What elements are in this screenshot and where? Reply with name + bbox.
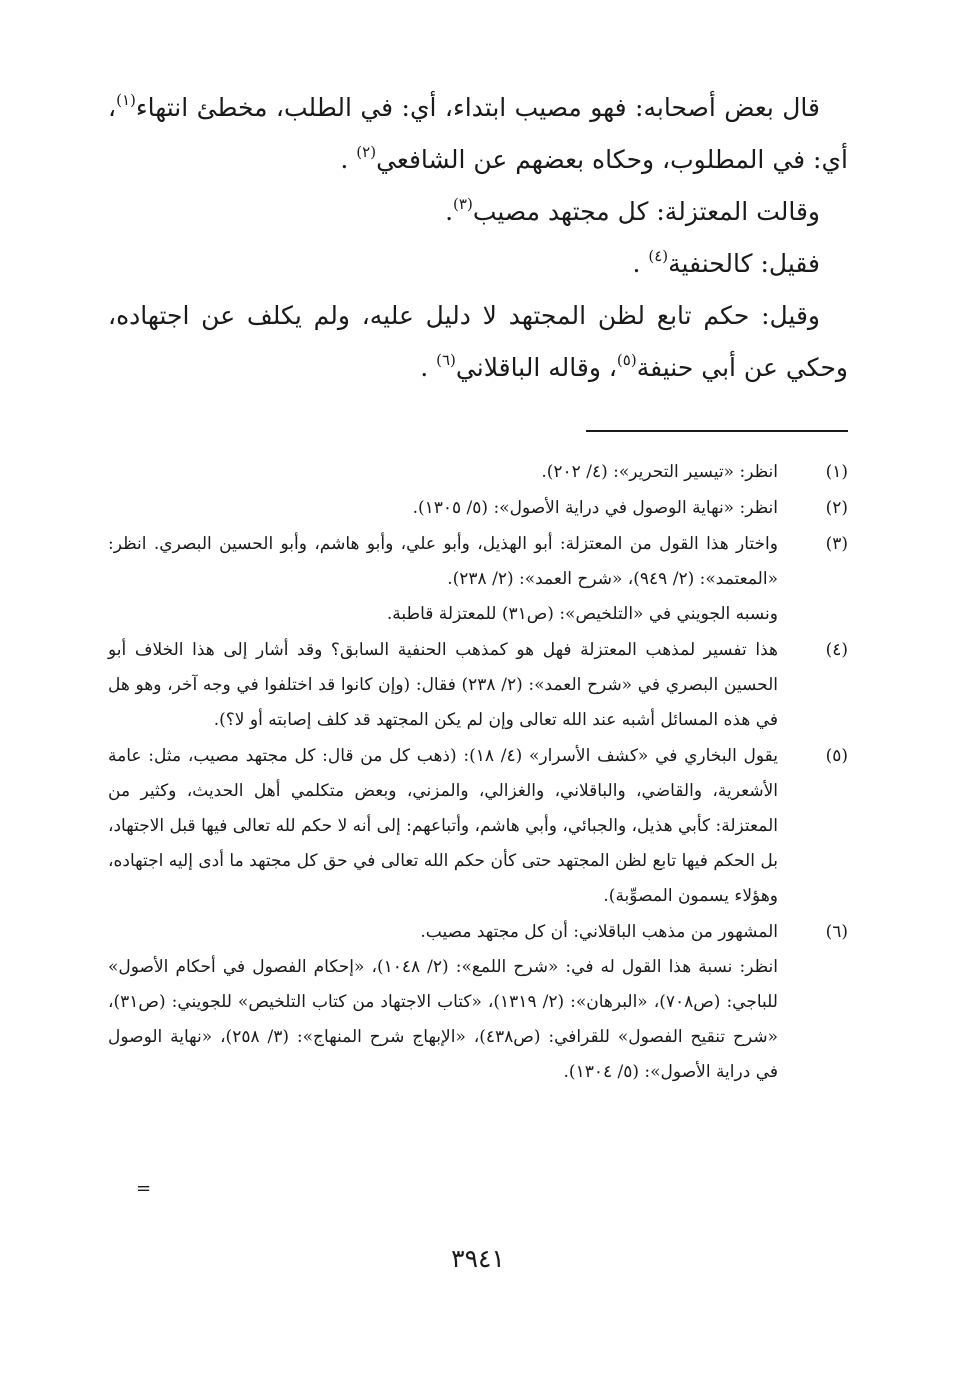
main-text-span: قال بعض أصحابه: فهو مصيب ابتداء، أي: في الطلب، مخطئ انتهاء <box>135 93 820 122</box>
main-paragraph-1 <box>108 82 848 186</box>
main-text-span: . <box>340 145 349 174</box>
main-paragraph-3 <box>108 238 848 290</box>
footnote-number: (٢) <box>825 498 848 518</box>
footnote-text: انظر: «نهاية الوصول في دراية الأصول»: (٥/ ١٣٠٥). <box>412 498 778 518</box>
main-text <box>108 82 848 394</box>
footnote-separator <box>586 430 848 432</box>
footnote-number: (٥) <box>825 746 848 766</box>
footnote-ref-6[interactable]: (٦) <box>436 351 456 369</box>
footnote-ref-1[interactable]: (١) <box>116 91 136 109</box>
page-number: ٣٩٤١ <box>451 1244 505 1273</box>
footnote-text: يقول البخاري في «كشف الأسرار» (٤/ ١٨): (ذهب كل من قال: كل مجتهد مصيب، مثل: عامة الأشعرية، والقاضي، والباقلاني، والغزالي، والمزني، وبعض متكلمي أهل الحديث، وكثير من المعتزلة: كأبي هذيل، والجبائي، وأبي هاشم، وأتباعهم: إلى أنه لا حكم لله تعالى فيها قبل الاجتهاد، بل الحكم فيها تابع لظن المجتهد حتى كأن حكم الله تعالى في حق كل مجتهد ما أدى إليه اجتهاده، وهؤلاء يسمون المصوِّبة). <box>108 746 778 906</box>
footnote-text: انظر: «تيسير التحرير»: (٤/ ٢٠٢). <box>541 462 778 482</box>
footnote-ref-4[interactable]: (٤) <box>648 247 669 265</box>
main-paragraph-2 <box>108 186 848 238</box>
footnote-text-continued: ونسبه الجويني في «التلخيص»: (ص٣١) للمعتزلة قاطبة. <box>386 604 778 624</box>
footnote-4 <box>108 633 848 738</box>
main-text-span: . <box>420 353 429 382</box>
footnote-text: المشهور من مذهب الباقلاني: أن كل مجتهد مصيب. <box>420 922 778 942</box>
footnote-number: (١) <box>825 462 848 482</box>
footnote-6 <box>108 915 848 1090</box>
footnote-ref-2[interactable]: (٢) <box>356 143 377 161</box>
footnote-3 <box>108 527 848 632</box>
footnote-1 <box>108 455 848 490</box>
footnote-body <box>108 527 778 632</box>
footnote-5 <box>108 739 848 914</box>
footnote-body <box>108 915 778 1090</box>
main-text-span: . <box>632 249 641 278</box>
main-text-span: وقيل: حكم تابع لظن المجتهد لا دليل عليه، ولم يكلف عن اجتهاده، وحكي عن أبي حنيفة <box>108 301 848 382</box>
footnote-number: (٦) <box>825 922 848 942</box>
main-text-span: وقالت المعتزلة: كل مجتهد مصيب <box>472 197 820 226</box>
main-text-span: فقيل: كالحنفية <box>668 249 820 278</box>
footnote-text: هذا تفسير لمذهب المعتزلة فهل هو كمذهب الحنفية السابق؟ وقد أشار إلى هذا الخلاف أبو الحسين البصري في «شرح العمد»: (٢/ ٢٣٨) فقال: (وإن كانوا قد اختلفوا في وجه آخر، وهو هل في هذه المسائل أشبه عند الله تعالى وإن لم يكن المجتهد قد كلف إصابته أو لا؟). <box>108 640 778 730</box>
footnote-ref-3[interactable]: (٣) <box>453 195 473 213</box>
footnote-number: (٣) <box>825 534 848 554</box>
main-text-span: ، وقاله الباقلاني <box>455 353 617 382</box>
main-text-span: . <box>445 197 454 226</box>
footnote-ref-5[interactable]: (٥) <box>616 351 637 369</box>
main-text-span: ، أي: في المطلوب، وحكاه بعضهم عن الشافعي <box>108 93 848 174</box>
footnote-2 <box>108 491 848 526</box>
continuation-mark: = <box>136 1178 152 1199</box>
footnotes <box>108 455 848 1091</box>
main-paragraph-4 <box>108 290 848 394</box>
footnote-number: (٤) <box>825 640 848 660</box>
footnote-text: واختار هذا القول من المعتزلة: أبو الهذيل، وأبو علي، وأبو هاشم، وأبو الحسين البصري. انظر: «المعتمد»: (٢/ ٩٤٩)، «شرح العمد»: (٢/ ٢٣٨). <box>108 534 778 589</box>
footnote-text-continued: انظر: نسبة هذا القول له في: «شرح اللمع»: (٢/ ١٠٤٨)، «إحكام الفصول في أحكام الأصول» للباجي: (ص٧٠٨)، «البرهان»: (٢/ ١٣١٩)، «كتاب الاجتهاد من كتاب التلخيص» للجويني: (ص٣١)، «شرح تنقيح الفصول» للقرافي: (ص٤٣٨)، «الإبهاج شرح المنهاج»: (٣/ ٢٥٨)، «نهاية الوصول في دراية الأصول»: (٥/ ١٣٠٤). <box>108 957 778 1082</box>
